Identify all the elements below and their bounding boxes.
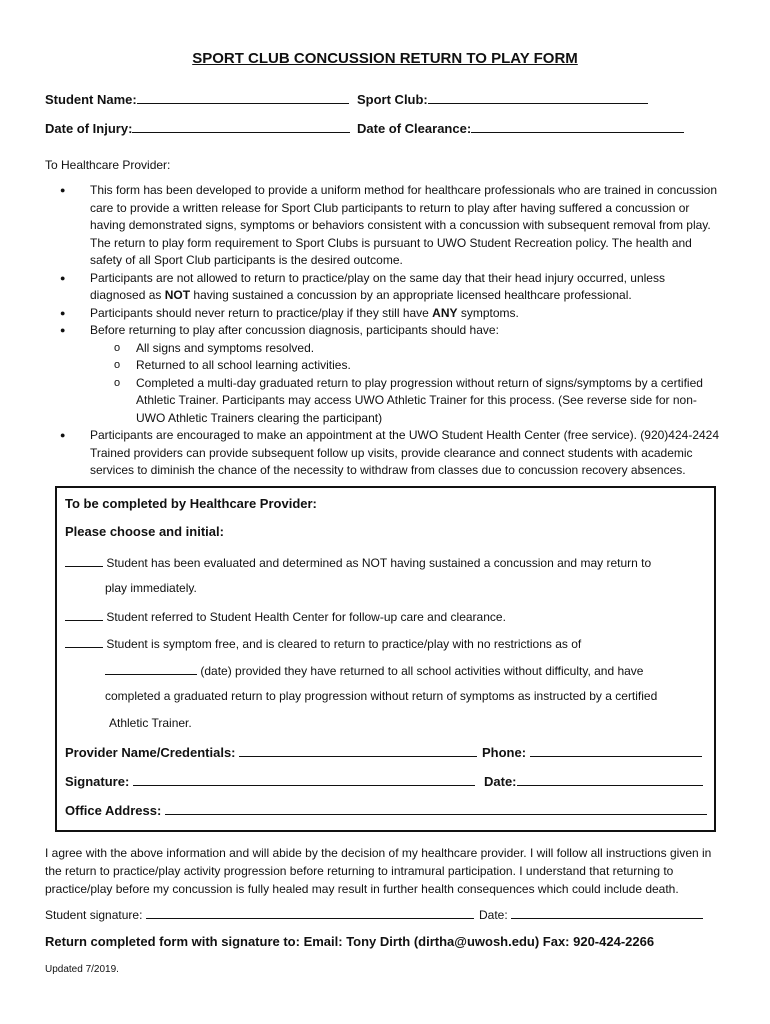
updated-date: Updated 7/2019. — [45, 964, 119, 975]
instructions-list — [60, 182, 722, 480]
office-address-field[interactable]: Office Address: — [65, 802, 707, 818]
date-of-injury-line[interactable] — [132, 120, 350, 133]
sub-list-item: o Returned to all school learning activities. — [90, 357, 722, 375]
list-item: ● Participants should never return to practice/play if they still have ANY symptoms. — [60, 305, 722, 323]
student-date-line[interactable] — [511, 906, 703, 919]
option-not-concussed-cont: play immediately. — [105, 581, 197, 595]
date-of-clearance-label: Date of Clearance: — [357, 121, 472, 136]
office-address-line[interactable] — [165, 802, 707, 815]
provider-heading: To be completed by Healthcare Provider: — [65, 496, 317, 511]
list-item: ● Participants are not allowed to return to practice/play on the same day that their head injury occurred, unless diagnosed as NOT having sustained a concussion by an appropriate licensed healthcare professional. — [60, 270, 722, 305]
date-of-clearance-field[interactable] — [357, 120, 684, 136]
clearance-date-line[interactable] — [105, 662, 197, 675]
provider-date-line[interactable] — [517, 773, 703, 786]
student-date-field[interactable]: Date: — [479, 906, 703, 922]
initial-line-1[interactable] — [65, 554, 103, 567]
list-item: ● Participants are encouraged to make an appointment at the UWO Student Health Center (free service). (920)424-2424 Trained providers can provide subsequent follow up visits, provide clearance and connect students with academic services to diminish the chance of the necessity to withdraw from classes due to concussion recovery absences. — [60, 427, 722, 480]
list-item: ● Before returning to play after concussion diagnosis, participants should have: o All signs and symptoms resolved. o Returned to all school learning activities. o Completed a multi-day graduated return to play progression without return of signs/symptoms by a certified Athletic Trainer. Participants may access UWO Athletic Trainer for this process. (See reverse side for non-UWO Athletic Trainers clearing the participant) — [60, 322, 722, 427]
sport-club-label: Sport Club: — [357, 92, 428, 107]
intro-text: To Healthcare Provider: — [45, 158, 171, 172]
date-of-injury-label: Date of Injury: — [45, 121, 133, 136]
agreement-text: I agree with the above information and will abide by the decision of my healthcare provider. I will follow all instructions given in the return to practice/play activity progression before returning to intramural participation. I understand that returning to practice/play before my concussion is fully healed may result in further health consequences which could include death. — [45, 846, 712, 896]
sport-club-field[interactable] — [357, 91, 648, 107]
provider-name-line[interactable] — [239, 744, 477, 757]
date-of-injury-field[interactable] — [45, 120, 350, 136]
option-symptom-free-date[interactable]: (date) provided they have returned to all school activities without difficulty, and have — [105, 662, 643, 678]
provider-name-field[interactable]: Provider Name/Credentials: — [65, 744, 477, 760]
student-signature-line[interactable] — [146, 906, 474, 919]
sport-club-line[interactable] — [428, 91, 648, 104]
option-referred[interactable]: Student referred to Student Health Center for follow-up care and clearance. — [65, 608, 506, 624]
option-symptom-free-end: Athletic Trainer. — [109, 716, 192, 730]
provider-subheading: Please choose and initial: — [65, 524, 224, 539]
form-title: SPORT CLUB CONCUSSION RETURN TO PLAY FORM — [192, 50, 578, 67]
list-item: ● This form has been developed to provide a uniform method for healthcare professionals who are trained in concussion care to provide a written release for Sport Club participants to return to play after having suffered a concussion or having demonstrated signs, symptoms or behaviors consistent with a concussion with subsequent removal from play. The return to play form requirement to Sport Clubs is pursuant to UWO Student Recreation policy. The health and safety of all Sport Club participants is the desired outcome. — [60, 182, 722, 270]
date-of-clearance-line[interactable] — [471, 120, 684, 133]
sub-list-item: o Completed a multi-day graduated return to play progression without return of signs/symptoms by a certified Athletic Trainer. Participants may access UWO Athletic Trainer for this process. (See reverse side for non-UWO Athletic Trainers clearing the participant) — [90, 375, 722, 428]
signature-field[interactable]: Signature: — [65, 773, 475, 789]
sub-list-item: o All signs and symptoms resolved. — [90, 340, 722, 358]
student-name-field[interactable] — [45, 91, 349, 107]
provider-section — [55, 486, 716, 832]
signature-line[interactable] — [133, 773, 475, 786]
phone-line[interactable] — [530, 744, 702, 757]
option-symptom-free[interactable]: Student is symptom free, and is cleared to return to practice/play with no restrictions as of — [65, 635, 581, 651]
sub-list — [90, 340, 722, 428]
student-signature-field[interactable]: Student signature: — [45, 906, 474, 922]
option-symptom-free-cont: completed a graduated return to play progression without return of symptoms as instructed by a certified — [105, 689, 658, 703]
option-not-concussed[interactable]: Student has been evaluated and determined as NOT having sustained a concussion and may return to — [65, 554, 651, 570]
return-instructions: Return completed form with signature to: Email: Tony Dirth (dirtha@uwosh.edu) Fax: 920-424-2266 — [45, 934, 655, 949]
student-name-line[interactable] — [137, 91, 349, 104]
provider-date-field[interactable]: Date: — [484, 773, 703, 789]
phone-field[interactable]: Phone: — [482, 744, 702, 760]
initial-line-3[interactable] — [65, 635, 103, 648]
student-name-label: Student Name: — [45, 92, 137, 107]
initial-line-2[interactable] — [65, 608, 103, 621]
